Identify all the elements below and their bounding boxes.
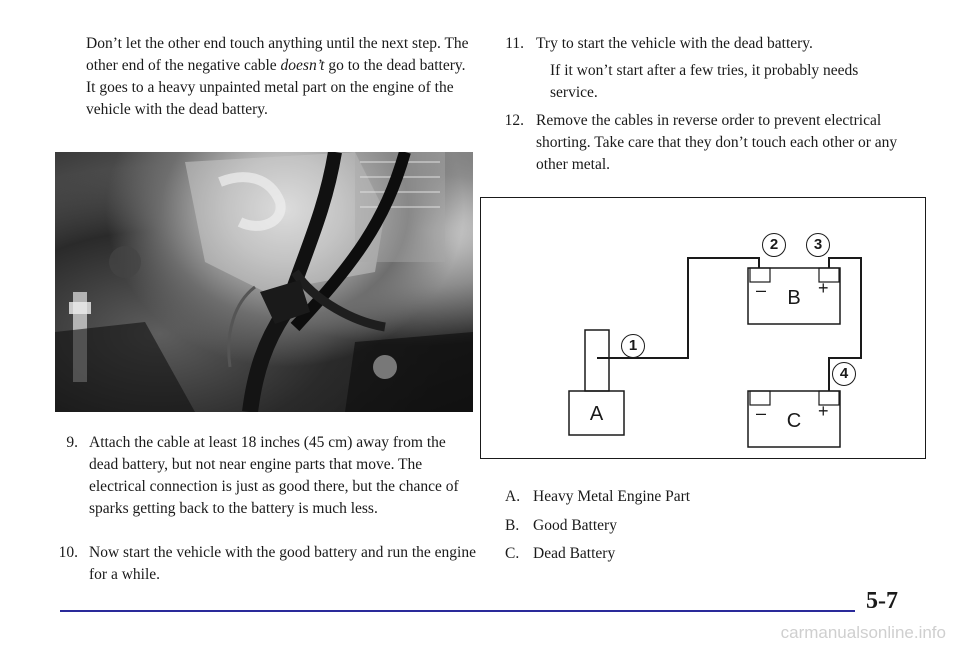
step-text: Remove the cables in reverse order to prevent electrical shorting. Take care that they don’t touch each other or any other metal.	[536, 112, 898, 173]
legend-letter: C.	[505, 545, 520, 562]
page-number: 5-7	[866, 588, 898, 614]
box-b-label: B	[787, 287, 801, 309]
box-a-tab	[585, 330, 609, 391]
watermark: carmanualsonline.info	[780, 623, 946, 642]
box-c-plus: +	[818, 401, 829, 421]
legend-label: Good Battery	[533, 517, 617, 534]
jump-start-removal-diagram	[480, 197, 926, 459]
callout-2: 2	[762, 233, 786, 257]
step-text: Try to start the vehicle with the dead battery.	[536, 35, 813, 52]
intro-paragraph: Don’t let the other end touch anything until the next step. The other end of the negative cable doesn’t go to the dead battery. It goes to a heavy unpainted metal part on the engine of the vehicle with the dead battery.	[86, 35, 469, 118]
callout-4: 4	[832, 362, 856, 386]
box-a-label: A	[589, 403, 604, 425]
box-b-plus: +	[818, 278, 829, 298]
step-number: 10.	[58, 544, 78, 561]
engine-photo-illustration	[55, 152, 473, 412]
cable-diagram-svg	[481, 198, 924, 457]
step-number: 12.	[504, 112, 524, 129]
callout-1: 1	[621, 334, 645, 358]
box-c-minus: –	[756, 403, 767, 423]
legend-letter: A.	[505, 488, 521, 505]
engine-jump-cable-photo	[55, 152, 473, 412]
box-b-minus: –	[756, 280, 767, 300]
legend-letter: B.	[505, 517, 520, 534]
footer-rule	[60, 610, 855, 612]
callout-3: 3	[806, 233, 830, 257]
step-text: Attach the cable at least 18 inches (45 cm) away from the dead battery, but not near engine parts that move. The electrical connection is just as good there, but the chance of sparks getting back to the battery is much less.	[89, 434, 459, 517]
box-c-label: C	[786, 410, 802, 432]
step-number: 11.	[505, 35, 524, 52]
step-subtext: If it won’t start after a few tries, it probably needs service.	[550, 62, 859, 101]
legend-label: Dead Battery	[533, 545, 616, 562]
legend-label: Heavy Metal Engine Part	[533, 488, 691, 505]
step-number: 9.	[66, 434, 78, 451]
step-text: Now start the vehicle with the good battery and run the engine for a while.	[89, 544, 476, 583]
